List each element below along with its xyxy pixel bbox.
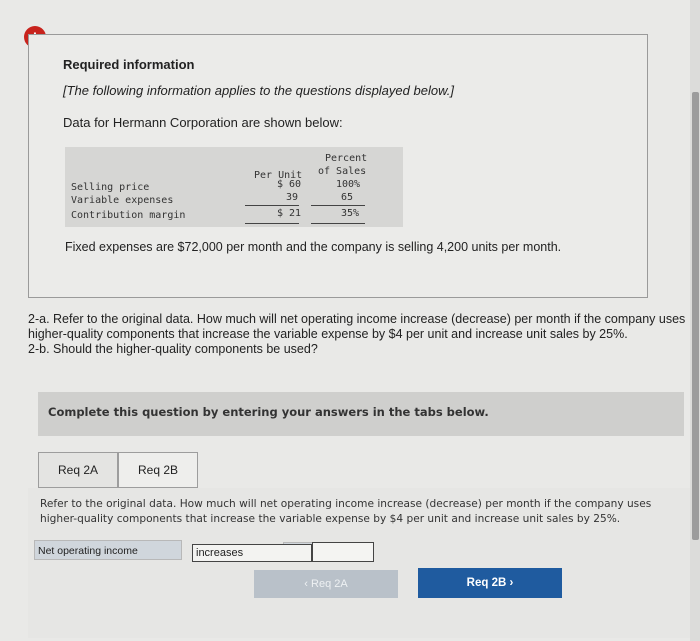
tab-req-2a[interactable]: Req 2A	[38, 452, 118, 488]
row-label: Contribution margin	[71, 210, 186, 221]
row-label: Variable expenses	[71, 195, 174, 206]
tab-req-2b[interactable]: Req 2B	[118, 452, 198, 488]
net-operating-income-label: Net operating income	[34, 540, 182, 560]
question-2a: 2-a. Refer to the original data. How much will net operating income increase (decrease) per month if the company uses higher-quality components that increase the variable expense by $4 per unit and increase unit sales by 25%.	[28, 312, 686, 341]
prev-req-2a-button[interactable]	[254, 570, 398, 598]
scrollbar-thumb[interactable]	[692, 92, 699, 540]
total-line	[245, 223, 299, 224]
header-percent: Percent	[325, 153, 368, 164]
total-line	[311, 223, 365, 224]
row-per-unit: $ 21	[277, 208, 302, 219]
next-button-label: Req 2B	[466, 577, 507, 589]
chevron-left-icon: ‹	[304, 578, 308, 590]
next-req-2b-button[interactable]	[418, 568, 562, 598]
required-info-title: Required information	[63, 57, 195, 72]
subtotal-line	[245, 205, 299, 206]
question-text	[28, 312, 688, 357]
row-per-unit: $ 60	[277, 179, 302, 190]
fixed-expenses-text: Fixed expenses are $72,000 per month and the company is selling 4,200 units per month.	[65, 240, 562, 254]
header-of-sales: of Sales	[318, 166, 367, 177]
required-information-box	[28, 34, 648, 298]
question-2b: 2-b. Should the higher-quality components be used?	[28, 342, 318, 356]
data-table	[65, 147, 403, 227]
panel-question-text: Refer to the original data. How much will net operating income increase (decrease) per month if the company uses higher-quality components that increase the variable expense by $4 per unit and increase unit sales by 25%.	[40, 498, 652, 525]
prev-button-label: Req 2A	[311, 578, 348, 590]
answer-panel	[28, 488, 700, 638]
row-percent: 65	[341, 192, 354, 203]
amount-input[interactable]	[312, 542, 374, 562]
required-info-subtitle: [The following information applies to the questions displayed below.]	[63, 83, 454, 98]
row-percent: 100%	[336, 179, 361, 190]
subtotal-line	[311, 205, 365, 206]
row-percent: 35%	[341, 208, 360, 219]
increase-decrease-select[interactable]: increases	[192, 544, 312, 562]
instructions-bar	[38, 392, 684, 436]
scrollbar[interactable]	[690, 0, 700, 641]
row-per-unit: 39	[286, 192, 299, 203]
data-intro: Data for Hermann Corporation are shown below:	[63, 115, 343, 130]
row-label: Selling price	[71, 182, 150, 193]
chevron-right-icon: ›	[509, 577, 514, 589]
instructions-text: Complete this question by entering your answers in the tabs below.	[48, 405, 489, 419]
header-per-unit: Per Unit	[254, 170, 303, 181]
